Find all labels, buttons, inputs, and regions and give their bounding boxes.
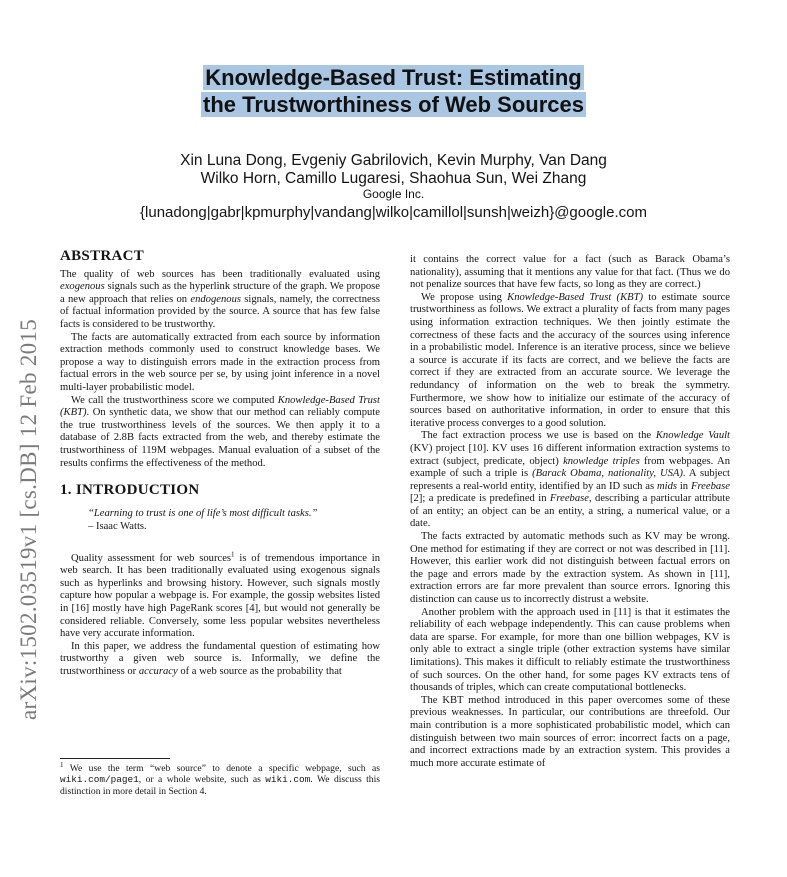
introduction-heading: 1. INTRODUCTION xyxy=(60,482,200,499)
abstract-paragraph: We call the trustworthiness score we computed Knowledge-Based Trust (KBT). On synthetic data, we show that our method can reliably compute the true trustworthiness levels of the sources. We then apply it to a database of 2.8B facts extracted from the web, and thereby estimate the trustworthiness of 119M webpages. Manual evaluation of a subset of the results confirms the effectiveness of the method. xyxy=(60,394,380,469)
abstract-paragraph: The quality of web sources has been traditionally evaluated using exogenous signals such as the hyperlink structure of the graph. We propose a new approach that relies on endogenous signals, namely, the correctness of factual information provided by the source. A source that has few false facts is considered to be trustworthy. xyxy=(60,268,380,330)
footnote-marker[interactable]: 1 xyxy=(231,550,235,559)
body-paragraph: The fact extraction process we use is based on the Knowledge Vault (KV) project [10]. KV uses 16 different information extraction systems to extract (subject, predicate, object) knowledge triples from webpages. An example of such a triple is (Barack Obama, nationality, USA). A subject represents a real-world entity, identified by an ID such as mids in Freebase [2]; a predicate is predefined in Freebase, describing a particular attribute of an entity; an object can be an entity, a string, a numerical value, or a date. xyxy=(410,430,731,530)
body-paragraph: Another problem with the approach used in [11] is that it estimates the reliability of each webpage independently. This can cause problems when data are sparse. For example, for more than one billion webpages, KV is only able to extract a single triple (other extraction systems have similar limitations). This makes it difficult to reliably estimate the trustworthiness of such sources. On the other hand, for some pages KV extracts tens of thousands of triples, which can create computational bottlenecks. xyxy=(410,606,730,694)
author-list xyxy=(0,152,787,188)
arxiv-stamp: arXiv:1502.03519v1 [cs.DB] 12 Feb 2015 xyxy=(16,318,41,720)
paper-title xyxy=(0,64,787,118)
footnote-rule xyxy=(60,758,170,759)
authors-line-2: Wilko Horn, Camillo Lugaresi, Shaohua Sun, Wei Zhang xyxy=(200,170,587,187)
abstract-paragraph: The facts are automatically extracted from each source by information extraction methods commonly used to construct knowledge bases. We propose a way to distinguish errors made in the extraction process from factual errors in the web source per se, by using joint inference in a novel multi-layer probabilistic model. xyxy=(60,331,380,393)
epigraph xyxy=(88,507,380,533)
footnote-example-site: wiki.com xyxy=(265,774,311,786)
paper-title-line-2: the Trustworthiness of Web Sources xyxy=(203,92,584,117)
affiliation: Google Inc. xyxy=(362,187,425,201)
author-emails: {lunadong|gabr|kpmurphy|vandang|wilko|camillol|sunsh|weizh}@google.com xyxy=(140,204,647,221)
body-paragraph: The facts extracted by automatic methods such as KV may be wrong. One method for estimating if they are correct or not was described in [11]. However, this earlier work did not distinguish between factual errors on the page and errors made by the extraction system. As shown in [11], extraction errors are far more prevalent than source errors. Ignoring this distinction can cause us to incorrectly distrust a website. xyxy=(410,531,730,606)
body-paragraph: The KBT method introduced in this paper overcomes some of these previous weaknesses. In particular, our contributions are threefold. Our main contribution is a more sophisticated probabilistic model, which can distinguish between two main sources of error: incorrect facts on a page, and incorrect extractions made by an extraction system. This provides a much more accurate estimate of xyxy=(410,694,730,769)
right-column xyxy=(410,254,730,770)
left-column xyxy=(60,250,380,679)
abstract-heading: ABSTRACT xyxy=(60,248,145,264)
paper-title-line-1: Knowledge-Based Trust: Estimating xyxy=(205,65,582,90)
footnote-example-page: wiki.com/page1 xyxy=(60,774,139,786)
authors-line-1: Xin Luna Dong, Evgeniy Gabrilovich, Kevin Murphy, Van Dang xyxy=(180,152,607,169)
body-paragraph: it contains the correct value for a fact (such as Barack Obama’s nationality), assuming that it mentions any value for that fact. (Thus we do not penalize sources that have few facts, so long as they are correct.) xyxy=(410,254,730,291)
intro-paragraph: In this paper, we address the fundamental question of estimating how trustworthy a given web source is. Informally, we define the trustworthiness or accuracy of a web source as the probability that xyxy=(60,640,380,678)
epigraph-author: – Isaac Watts. xyxy=(88,520,147,532)
intro-paragraph: Quality assessment for web sources$^1$ is of tremendous importance in web search. It has been traditionally evaluated using exogenous signals such as hyperlinks and browsing history. However, such signals mostly capture how popular a webpage is. For example, the gossip websites listed in [16] mostly have high PageRank scores [4], but would not generally be considered reliable. Conversely, some less popular websites nevertheless have very accurate information. xyxy=(60,550,380,640)
epigraph-quote: “Learning to trust is one of life’s most difficult tasks.” xyxy=(88,507,318,519)
body-paragraph: We propose using Knowledge-Based Trust (KBT) to estimate source trustworthiness as follows. We extract a plurality of facts from many pages using information extraction techniques. We then jointly estimate the correctness of these facts and the accuracy of the sources using inference in a probabilistic model. Inference is an iterative process, since we believe a source is accurate if its facts are correct, and we believe the facts are correct if they are extracted from an accurate source. We leverage the redundancy of information on the web to break the symmetry. Furthermore, we show how to initialize our estimate of the accuracy of sources based on authoritative information, in order to ensure that this iterative process converges to a good solution. xyxy=(410,291,730,429)
footnote: $^1$ We use the term “web source” to denote a specific webpage, such as wiki.com/page1, or a whole website, such as wiki.com. We discuss this distinction in more detail in Section 4. xyxy=(60,758,380,797)
